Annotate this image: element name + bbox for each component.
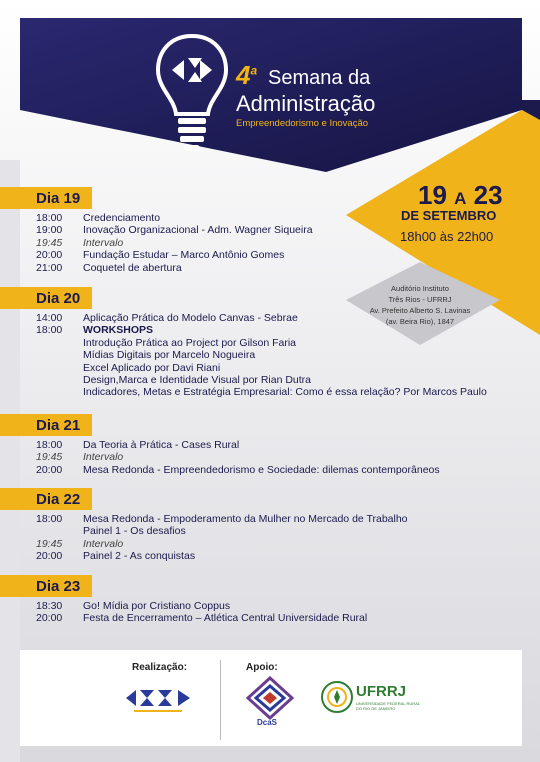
schedule-time: 18:00	[36, 439, 63, 451]
day-label: Dia 19	[36, 190, 81, 207]
schedule-row	[36, 237, 123, 249]
schedule-row	[36, 337, 296, 349]
schedule-row	[36, 386, 487, 398]
schedule-time: 18:00	[36, 324, 63, 337]
schedule-description: Go! Mídia por Cristiano Coppus	[83, 600, 231, 612]
ufrrj-subtext: UNIVERSIDADE FEDERAL RURAL DO RIO DE JANEIRO	[356, 701, 420, 711]
schedule-description: Mesa Redonda - Empreendedorismo e Sociedade: dilemas contemporâneos	[83, 463, 440, 476]
day-label: Dia 22	[36, 491, 81, 508]
schedule-description: Painel 2 - As conquistas	[83, 550, 196, 563]
subtitle: Empreendedorismo e Inovação	[236, 118, 369, 129]
schedule-row	[36, 224, 313, 236]
apoio-label: Apoio:	[246, 662, 278, 673]
schedule-time: 20:00	[36, 612, 63, 625]
day-label: Dia 23	[36, 578, 81, 595]
schedule-row	[36, 464, 440, 476]
schedule-description: Design,Marca e Identidade Visual por Rian Dutra	[83, 374, 312, 386]
schedule-time: 18:30	[36, 600, 63, 612]
schedule-description: Mídias Digitais por Marcelo Nogueira	[83, 349, 256, 362]
schedule-row	[36, 362, 220, 374]
schedule-time: 20:00	[36, 550, 63, 563]
schedule-row	[36, 262, 182, 274]
schedule-description: Festa de Encerramento – Atlética Central Universidade Rural	[83, 612, 368, 625]
schedule-row	[36, 513, 408, 525]
day-label: Dia 20	[36, 290, 81, 307]
schedule-time: 19:00	[36, 224, 63, 237]
schedule-time: 20:00	[36, 249, 63, 262]
schedule-row	[36, 451, 123, 463]
schedule-row	[36, 349, 255, 361]
schedule-row	[36, 550, 195, 562]
ufrrj-text: UFRRJ	[356, 683, 407, 700]
schedule-time: 18:00	[36, 513, 63, 525]
schedule-row	[36, 312, 298, 324]
caad-logo	[124, 686, 192, 716]
date-range: 19 A 23	[418, 180, 503, 210]
schedule-description: Intervalo	[83, 537, 124, 550]
schedule-row	[36, 249, 284, 261]
schedule-row	[36, 374, 311, 386]
schedule-row	[36, 212, 160, 224]
schedule-row	[36, 600, 230, 612]
schedule-time: 14:00	[36, 312, 63, 324]
day-tab	[0, 287, 92, 309]
schedule-time: 19:45	[36, 451, 63, 464]
schedule-description: Da Teoria à Prática - Cases Rural	[83, 439, 240, 451]
schedule-row	[36, 324, 153, 336]
lightbulb-icon	[152, 32, 232, 162]
date-month: DE SETEMBRO	[401, 208, 497, 223]
footer-divider	[220, 660, 221, 740]
date-hours: 18h00 às 22h00	[400, 229, 494, 244]
schedule-description: Fundação Estudar – Marco Antônio Gomes	[83, 249, 285, 262]
schedule-time: 18:00	[36, 212, 63, 224]
edition-number: 4$^a$	[236, 60, 258, 90]
schedule-time: 21:00	[36, 261, 63, 274]
day-label: Dia 21	[36, 417, 81, 434]
schedule-description: Excel Aplicado por Davi Riani	[83, 361, 221, 374]
schedule-description: Intervalo	[83, 451, 124, 464]
schedule-time: 19:45	[36, 537, 63, 550]
title-line-2: Administração	[236, 91, 376, 116]
title-line-1: Semana da	[268, 67, 371, 89]
schedule-row	[36, 439, 239, 451]
schedule-row	[36, 612, 367, 624]
schedule-row	[36, 538, 123, 550]
dcas-text: DcaS	[257, 718, 278, 727]
schedule-description: Aplicação Prática do Modelo Canvas - Sebrae	[83, 312, 298, 324]
schedule-description: Painel 1 - Os desafios	[83, 525, 186, 538]
schedule-row	[36, 525, 186, 537]
schedule-description: Intervalo	[83, 236, 124, 249]
realizacao-label: Realização:	[132, 662, 188, 673]
schedule-time: 19:45	[36, 236, 63, 249]
schedule-description: Inovação Organizacional - Adm. Wagner Siqueira	[83, 224, 313, 237]
day-tab	[0, 187, 92, 209]
day-tab	[0, 488, 92, 510]
schedule-description: WORKSHOPS	[83, 324, 154, 337]
day-tab	[0, 414, 92, 436]
schedule-description: Credenciamento	[83, 212, 161, 224]
schedule-time: 20:00	[36, 463, 63, 476]
schedule-description: Introdução Prática ao Project por Gilson Faria	[83, 336, 297, 349]
schedule-description: Indicadores, Metas e Estratégia Empresarial: Como é essa relação? Por Marcos Paulo	[83, 386, 487, 399]
schedule-description: Mesa Redonda - Empoderamento da Mulher no Mercado de Trabalho	[83, 513, 408, 525]
schedule-description: Coquetel de abertura	[83, 261, 182, 274]
day-tab	[0, 575, 92, 597]
ufrrj-seal-icon	[320, 680, 354, 714]
venue-address: Auditório Instituto Três Rios - UFRRJ Av. Prefeito Alberto S. Lavinas (av. Beira Rio), 1847	[369, 284, 471, 326]
